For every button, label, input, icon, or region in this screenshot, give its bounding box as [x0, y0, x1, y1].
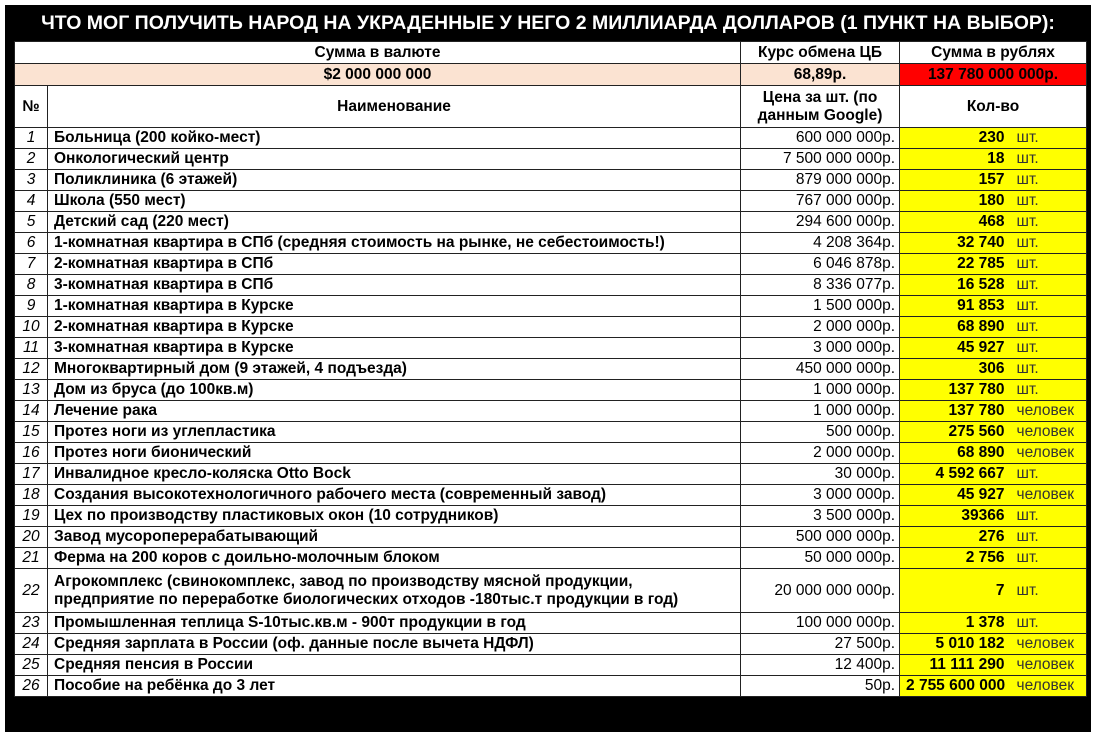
row-price: 294 600 000р.	[741, 212, 900, 233]
row-quantity: 39366	[900, 506, 1013, 527]
qty-header: Кол-во	[900, 86, 1087, 128]
row-name: Агрокомплекс (свинокомплекс, завод по производству мясной продукции, предприятие по переработке биологических отходов -180тыс.т продукции в год)	[48, 569, 741, 613]
table-row	[15, 401, 1087, 422]
row-unit: шт.	[1013, 380, 1087, 401]
rub-value: 137 780 000 000р.	[900, 64, 1087, 86]
table-row	[15, 233, 1087, 254]
row-unit: шт.	[1013, 548, 1087, 569]
row-price: 50 000 000р.	[741, 548, 900, 569]
row-quantity: 1 378	[900, 613, 1013, 634]
row-quantity: 276	[900, 527, 1013, 548]
row-name: Средняя пенсия в России	[48, 655, 741, 676]
table-row	[15, 506, 1087, 527]
table-row	[15, 212, 1087, 233]
row-number: 25	[15, 655, 48, 676]
row-unit: шт.	[1013, 275, 1087, 296]
row-price: 3 000 000р.	[741, 485, 900, 506]
rate-header: Курс обмена ЦБ	[741, 42, 900, 64]
row-price: 20 000 000 000р.	[741, 569, 900, 613]
row-price: 600 000 000р.	[741, 128, 900, 149]
table-row	[15, 359, 1087, 380]
row-quantity: 157	[900, 170, 1013, 191]
row-quantity: 180	[900, 191, 1013, 212]
row-price: 2 000 000р.	[741, 443, 900, 464]
table-row	[15, 655, 1087, 676]
row-quantity: 45 927	[900, 485, 1013, 506]
row-unit: шт.	[1013, 191, 1087, 212]
row-name: Пособие на ребёнка до 3 лет	[48, 676, 741, 697]
data-table	[14, 41, 1087, 697]
row-name: 1-комнатная квартира в Курске	[48, 296, 741, 317]
row-unit: шт.	[1013, 613, 1087, 634]
row-unit: шт.	[1013, 254, 1087, 275]
table-row	[15, 443, 1087, 464]
row-price: 12 400р.	[741, 655, 900, 676]
table-row	[15, 149, 1087, 170]
row-name: Цех по производству пластиковых окон (10 сотрудников)	[48, 506, 741, 527]
row-quantity: 22 785	[900, 254, 1013, 275]
table-row	[15, 128, 1087, 149]
row-price: 50р.	[741, 676, 900, 697]
summary-header-row	[15, 42, 1087, 64]
row-quantity: 137 780	[900, 401, 1013, 422]
row-price: 500 000 000р.	[741, 527, 900, 548]
row-quantity: 2 755 600 000	[900, 676, 1013, 697]
column-header-row	[15, 86, 1087, 128]
row-price: 767 000 000р.	[741, 191, 900, 212]
row-unit: человек	[1013, 443, 1087, 464]
row-number: 13	[15, 380, 48, 401]
table-row	[15, 275, 1087, 296]
row-number: 21	[15, 548, 48, 569]
row-quantity: 306	[900, 359, 1013, 380]
row-unit: шт.	[1013, 296, 1087, 317]
row-quantity: 5 010 182	[900, 634, 1013, 655]
table-row	[15, 380, 1087, 401]
row-unit: шт.	[1013, 149, 1087, 170]
row-number: 10	[15, 317, 48, 338]
row-name: Онкологический центр	[48, 149, 741, 170]
row-name: Средняя зарплата в России (оф. данные после вычета НДФЛ)	[48, 634, 741, 655]
name-header: Наименование	[48, 86, 741, 128]
row-unit: шт.	[1013, 359, 1087, 380]
row-unit: человек	[1013, 634, 1087, 655]
table-row	[15, 634, 1087, 655]
row-price: 879 000 000р.	[741, 170, 900, 191]
row-name: Дом из бруса (до 100кв.м)	[48, 380, 741, 401]
row-price: 100 000 000р.	[741, 613, 900, 634]
row-price: 1 500 000р.	[741, 296, 900, 317]
row-number: 5	[15, 212, 48, 233]
table-row	[15, 338, 1087, 359]
row-name: Инвалидное кресло-коляска Otto Bock	[48, 464, 741, 485]
row-price: 30 000р.	[741, 464, 900, 485]
row-name: 2-комнатная квартира в СПб	[48, 254, 741, 275]
row-price: 27 500р.	[741, 634, 900, 655]
row-number: 8	[15, 275, 48, 296]
row-quantity: 230	[900, 128, 1013, 149]
row-quantity: 137 780	[900, 380, 1013, 401]
row-number: 4	[15, 191, 48, 212]
row-number: 9	[15, 296, 48, 317]
row-name: 2-комнатная квартира в Курске	[48, 317, 741, 338]
row-unit: шт.	[1013, 170, 1087, 191]
row-price: 500 000р.	[741, 422, 900, 443]
row-unit: человек	[1013, 485, 1087, 506]
row-unit: человек	[1013, 655, 1087, 676]
row-price: 1 000 000р.	[741, 380, 900, 401]
row-unit: шт.	[1013, 506, 1087, 527]
row-unit: человек	[1013, 676, 1087, 697]
row-number: 6	[15, 233, 48, 254]
table-row	[15, 676, 1087, 697]
row-unit: шт.	[1013, 317, 1087, 338]
row-name: Завод мусороперерабатывающий	[48, 527, 741, 548]
table-row	[15, 296, 1087, 317]
row-price: 7 500 000 000р.	[741, 149, 900, 170]
row-number: 3	[15, 170, 48, 191]
row-number: 15	[15, 422, 48, 443]
table-row	[15, 548, 1087, 569]
table-row	[15, 170, 1087, 191]
row-unit: шт.	[1013, 464, 1087, 485]
row-price: 3 000 000р.	[741, 338, 900, 359]
row-unit: шт.	[1013, 338, 1087, 359]
row-number: 7	[15, 254, 48, 275]
row-number: 11	[15, 338, 48, 359]
row-number: 19	[15, 506, 48, 527]
row-unit: шт.	[1013, 212, 1087, 233]
row-quantity: 468	[900, 212, 1013, 233]
row-number: 12	[15, 359, 48, 380]
row-unit: шт.	[1013, 128, 1087, 149]
table-row	[15, 422, 1087, 443]
row-number: 26	[15, 676, 48, 697]
table-row	[15, 613, 1087, 634]
row-name: Больница (200 койко-мест)	[48, 128, 741, 149]
row-name: 3-комнатная квартира в Курске	[48, 338, 741, 359]
row-name: Лечение рака	[48, 401, 741, 422]
row-price: 2 000 000р.	[741, 317, 900, 338]
row-name: 1-комнатная квартира в СПб (средняя стоимость на рынке, не себестоимость!)	[48, 233, 741, 254]
row-quantity: 11 111 290	[900, 655, 1013, 676]
table-row	[15, 254, 1087, 275]
table-row	[15, 485, 1087, 506]
row-number: 24	[15, 634, 48, 655]
currency-header: Сумма в валюте	[15, 42, 741, 64]
row-quantity: 45 927	[900, 338, 1013, 359]
row-number: 16	[15, 443, 48, 464]
row-name: Детский сад (220 мест)	[48, 212, 741, 233]
row-quantity: 7	[900, 569, 1013, 613]
table-row	[15, 191, 1087, 212]
row-number: 1	[15, 128, 48, 149]
row-name: 3-комнатная квартира в СПб	[48, 275, 741, 296]
row-name: Протез ноги бионический	[48, 443, 741, 464]
num-header: №	[15, 86, 48, 128]
watermark	[0, 600, 14, 720]
row-number: 20	[15, 527, 48, 548]
row-quantity: 2 756	[900, 548, 1013, 569]
row-quantity: 18	[900, 149, 1013, 170]
row-price: 1 000 000р.	[741, 401, 900, 422]
row-quantity: 275 560	[900, 422, 1013, 443]
row-unit: человек	[1013, 401, 1087, 422]
row-unit: человек	[1013, 422, 1087, 443]
table-row	[15, 527, 1087, 548]
row-quantity: 32 740	[900, 233, 1013, 254]
row-price: 6 046 878р.	[741, 254, 900, 275]
row-name: Школа (550 мест)	[48, 191, 741, 212]
row-name: Ферма на 200 коров с доильно-молочным блоком	[48, 548, 741, 569]
row-number: 2	[15, 149, 48, 170]
row-number: 22	[15, 569, 48, 613]
table-row	[15, 569, 1087, 613]
rate-value: 68,89р.	[741, 64, 900, 86]
row-quantity: 68 890	[900, 443, 1013, 464]
page-title: ЧТО МОГ ПОЛУЧИТЬ НАРОД НА УКРАДЕННЫЕ У НЕГО 2 МИЛЛИАРДА ДОЛЛАРОВ (1 ПУНКТ НА ВЫБОР):	[41, 12, 1055, 34]
row-price: 4 208 364р.	[741, 233, 900, 254]
row-quantity: 91 853	[900, 296, 1013, 317]
currency-value: $2 000 000 000	[15, 64, 741, 86]
row-number: 17	[15, 464, 48, 485]
row-quantity: 68 890	[900, 317, 1013, 338]
row-price: 450 000 000р.	[741, 359, 900, 380]
price-header: Цена за шт. (по данным Google)	[741, 86, 900, 128]
row-unit: шт.	[1013, 527, 1087, 548]
row-unit: шт.	[1013, 569, 1087, 613]
row-name: Поликлиника (6 этажей)	[48, 170, 741, 191]
table-row	[15, 317, 1087, 338]
row-name: Создания высокотехнологичного рабочего места (современный завод)	[48, 485, 741, 506]
row-number: 18	[15, 485, 48, 506]
summary-value-row	[15, 64, 1087, 86]
table-row	[15, 464, 1087, 485]
row-number: 23	[15, 613, 48, 634]
row-name: Промышленная теплица S-10тыс.кв.м - 900т продукции в год	[48, 613, 741, 634]
row-number: 14	[15, 401, 48, 422]
rub-header: Сумма в рублях	[900, 42, 1087, 64]
row-name: Многоквартирный дом (9 этажей, 4 подъезда)	[48, 359, 741, 380]
row-quantity: 4 592 667	[900, 464, 1013, 485]
row-quantity: 16 528	[900, 275, 1013, 296]
row-name: Протез ноги из углепластика	[48, 422, 741, 443]
row-price: 8 336 077р.	[741, 275, 900, 296]
row-unit: шт.	[1013, 233, 1087, 254]
row-price: 3 500 000р.	[741, 506, 900, 527]
